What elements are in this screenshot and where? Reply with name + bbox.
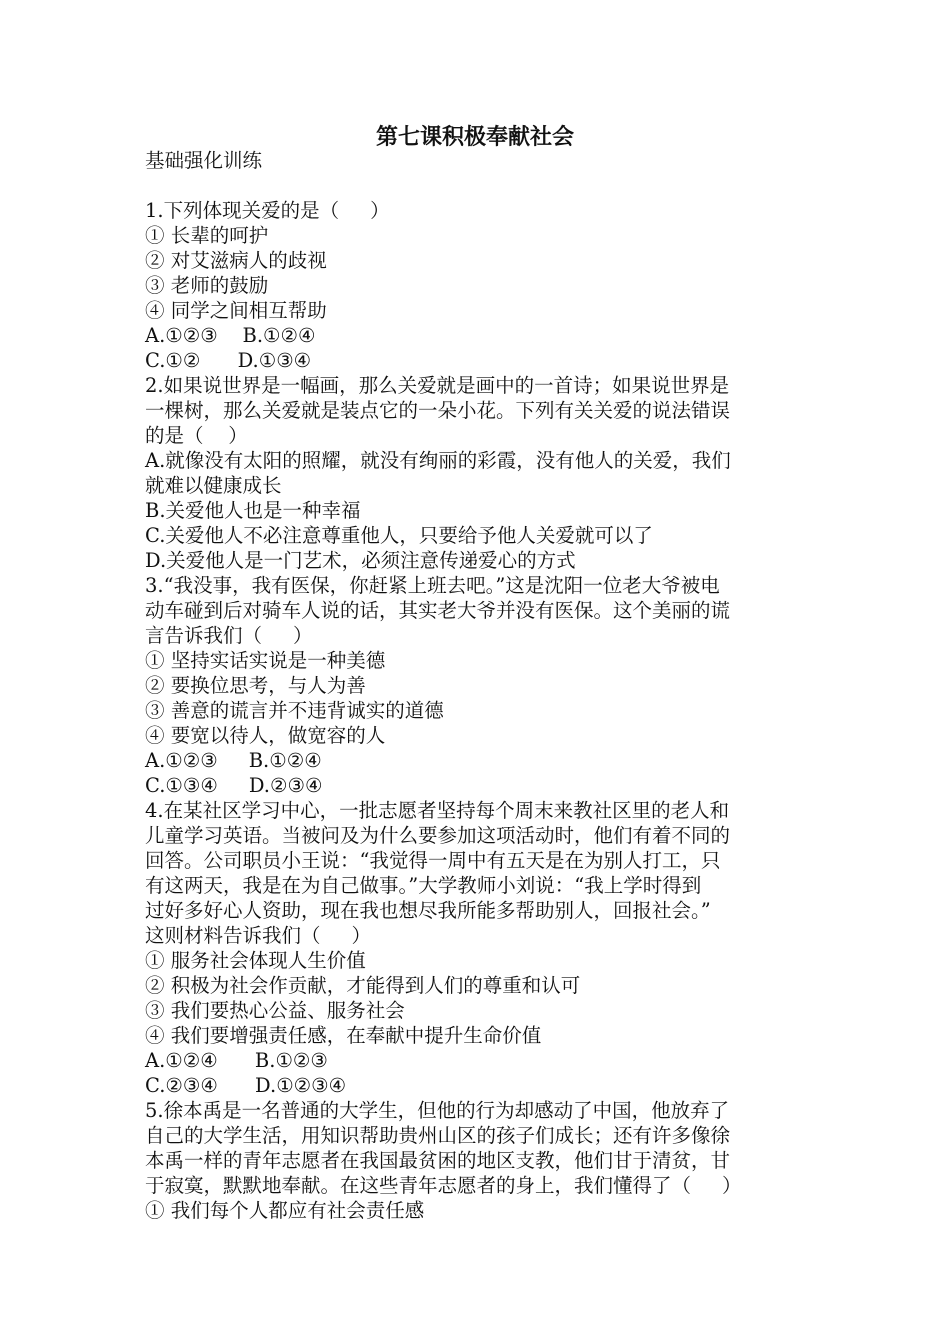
- text-line: 4.在某社区学习中心，一批志愿者坚持每个周末来教社区里的老人和: [145, 799, 730, 822]
- text-line: 5.徐本禹是一名普通的大学生，但他的行为却感动了中国，他放弃了: [145, 1099, 730, 1122]
- text-line: 过好多好心人资助，现在我也想尽我所能多帮助别人，回报社会。”: [145, 899, 711, 922]
- text-line: D.关爱他人是一门艺术，必须注意传递爱心的方式: [145, 549, 576, 572]
- text-line: ④ 我们要增强责任感，在奉献中提升生命价值: [145, 1024, 542, 1047]
- text-line: A.就像没有太阳的照耀，就没有绚丽的彩霞，没有他人的关爱，我们: [145, 449, 731, 472]
- text-line: ① 服务社会体现人生价值: [145, 949, 366, 972]
- page-title: 第七课积极奉献社会: [375, 124, 574, 150]
- text-line: A.①②④ B.①②③: [145, 1049, 328, 1072]
- text-line: ③ 善意的谎言并不违背诚实的道德: [145, 699, 444, 722]
- text-line: 言告诉我们（ ）: [145, 624, 313, 647]
- text-line: C.①② D.①③④: [145, 349, 312, 372]
- text-line: 就难以健康成长: [145, 474, 282, 497]
- text-line: A.①②③ B.①②④: [145, 749, 322, 772]
- text-line: 的是（ ）: [145, 424, 248, 447]
- text-line: ① 我们每个人都应有社会责任感: [145, 1199, 425, 1222]
- blank-line: [145, 173, 815, 198]
- text-line: 回答。公司职员小王说：“我觉得一周中有五天是在为别人打工，只: [145, 849, 721, 872]
- text-line: ① 坚持实话实说是一种美德: [145, 649, 386, 672]
- text-line: ④ 要宽以待人，做宽容的人: [145, 724, 386, 747]
- text-line: 3.“我没事，我有医保，你赶紧上班去吧。”这是沈阳一位老大爷被电: [145, 574, 720, 597]
- text-line: ② 对艾滋病人的歧视: [145, 249, 327, 272]
- text-line: 本禹一样的青年志愿者在我国最贫困的地区支教，他们甘于清贫，甘: [145, 1149, 731, 1172]
- text-line: ① 长辈的呵护: [145, 224, 269, 247]
- text-line: 动车碰到后对骑车人说的话，其实老大爷并没有医保。这个美丽的谎: [145, 599, 731, 622]
- text-line: C.关爱他人不必注意尊重他人，只要给予他人关爱就可以了: [145, 524, 653, 547]
- text-line: C.②③④ D.①②③④: [145, 1074, 347, 1097]
- section-heading: 基础强化训练: [145, 149, 263, 172]
- text-line: 这则材料告诉我们（ ）: [145, 924, 371, 947]
- text-line: B.关爱他人也是一种幸福: [145, 499, 361, 522]
- text-line: ② 要换位思考，与人为善: [145, 674, 366, 697]
- text-line: 于寂寞，默默地奉献。在这些青年志愿者的身上，我们懂得了（ ）: [145, 1174, 742, 1197]
- text-line: 一棵树，那么关爱就是装点它的一朵小花。下列有关关爱的说法错误: [145, 399, 731, 422]
- text-line: ② 积极为社会作贡献，才能得到人们的尊重和认可: [145, 974, 581, 997]
- text-line: 1.下列体现关爱的是（ ）: [145, 199, 390, 222]
- text-line: ③ 我们要热心公益、服务社会: [145, 999, 405, 1022]
- question-lines: [145, 198, 815, 1223]
- text-line: 2.如果说世界是一幅画，那么关爱就是画中的一首诗；如果说世界是: [145, 374, 730, 397]
- text-line: 有这两天，我是在为自己做事。”大学教师小刘说：“我上学时得到: [145, 874, 702, 897]
- document-body: [145, 148, 815, 1223]
- text-line: ③ 老师的鼓励: [145, 274, 269, 297]
- text-line: A.①②③ B.①②④: [145, 324, 316, 347]
- text-line: C.①③④ D.②③④: [145, 774, 323, 797]
- text-line: 自己的大学生活，用知识帮助贵州山区的孩子们成长；还有许多像徐: [145, 1124, 731, 1147]
- text-line: ④ 同学之间相互帮助: [145, 299, 327, 322]
- text-line: 儿童学习英语。当被问及为什么要参加这项活动时，他们有着不同的: [145, 824, 731, 847]
